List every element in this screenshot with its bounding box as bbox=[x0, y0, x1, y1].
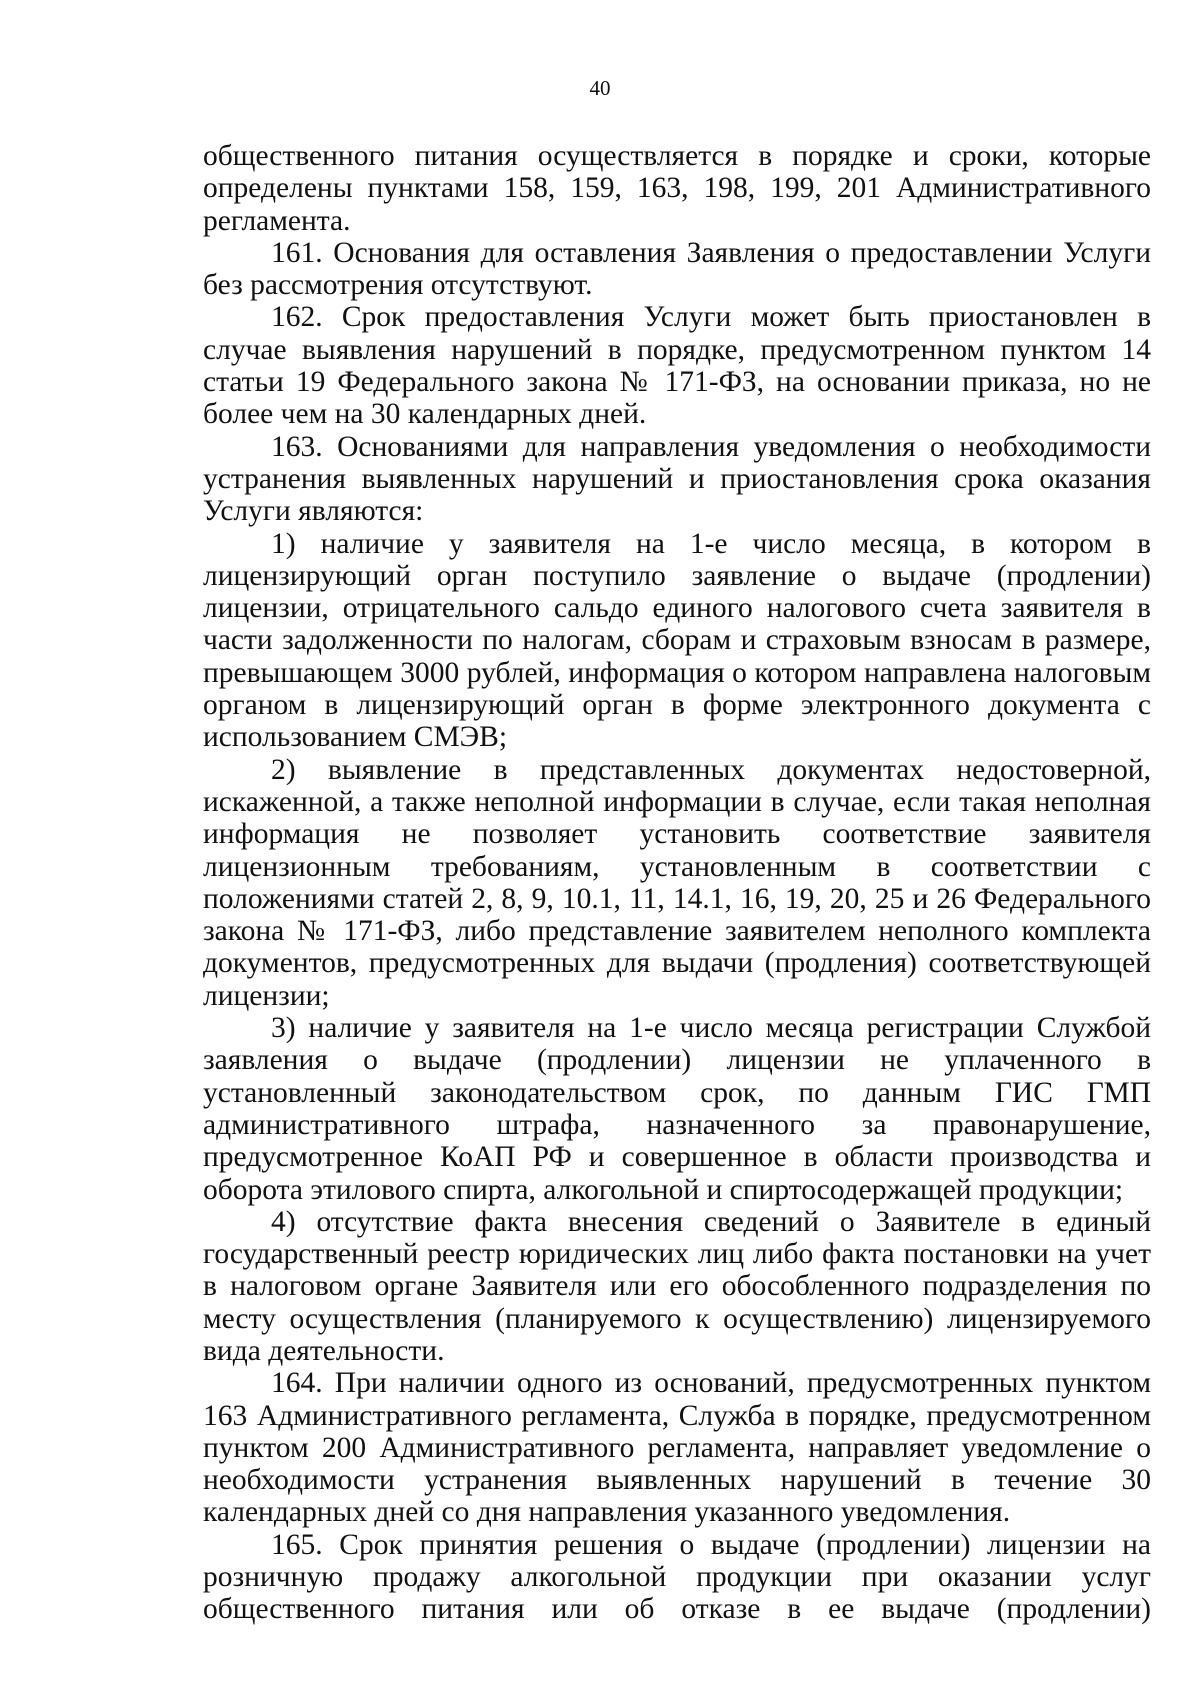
page-number: 40 bbox=[589, 76, 611, 100]
paragraph-163-item-3: 3) наличие у заявителя на 1-е число месяца регистрации Службой заявления о выдаче (продлении) лицензии не уплаченного в установленный законодательством срок, по данным ГИС ГМП административного штрафа, назначенного за правонарушение, предусмотренное КоАП РФ и совершенное в области производства и оборота этилового спирта, алкогольной и спиртосодержащей продукции; bbox=[203, 1012, 1151, 1206]
paragraph-continuation: общественного питания осуществляется в порядке и сроки, которые определены пунктами 158, 159, 163, 198, 199, 201 Административного регламента. bbox=[203, 140, 1151, 237]
paragraph-161: 161. Основания для оставления Заявления о предоставлении Услуги без рассмотрения отсутствуют. bbox=[203, 236, 1151, 302]
paragraph-162: 162. Срок предоставления Услуги может быть приостановлен в случае выявления нарушений в порядке, предусмотренном пунктом 14 статьи 19 Федерального закона № 171-ФЗ, на основании приказа, но не более чем на 30 календарных дней. bbox=[203, 301, 1151, 431]
paragraph-164: 164. При наличии одного из оснований, предусмотренных пунктом 163 Административного регламента, Служба в порядке, предусмотренном пунктом 200 Административного регламента, направляет уведомление о необходимости устранения выявленных нарушений в течение 30 календарных дней со дня направления указанного уведомления. bbox=[203, 1367, 1151, 1529]
paragraph-163-item-4: 4) отсутствие факта внесения сведений о Заявителе в единый государственный реестр юридических лиц либо факта постановки на учет в налоговом органе Заявителя или его обособленного подразделения по месту осуществления (планируемого к осуществлению) лицензируемого вида деятельности. bbox=[203, 1205, 1151, 1367]
paragraph-163: 163. Основаниями для направления уведомления о необходимости устранения выявленных нарушений и приостановления срока оказания Услуги являются: bbox=[203, 430, 1151, 528]
paragraph-163-item-1: 1) наличие у заявителя на 1-е число месяца, в котором в лицензирующий орган поступило заявление о выдаче (продлении) лицензии, отрицательного сальдо единого налогового счета заявителя в части задолженности по налогам, сборам и страховым взносам в размере, превышающем 3000 рублей, информация о котором направлена налоговым органом в лицензирующий орган в форме электронного документа с использованием СМЭВ; bbox=[203, 527, 1151, 754]
paragraph-163-item-2: 2) выявление в представленных документах недостоверной, искаженной, а также неполной информации в случае, если такая неполная информация не позволяет установить соответствие заявителя лицензионным требованиям, установленным в соответствии с положениями статей 2, 8, 9, 10.1, 11, 14.1, 16, 19, 20, 25 и 26 Федерального закона № 171-ФЗ, либо представление заявителем неполного комплекта документов, предусмотренных для выдачи (продления) соответствующей лицензии; bbox=[203, 753, 1151, 1012]
document-body bbox=[203, 140, 1151, 1626]
paragraph-165: 165. Срок принятия решения о выдаче (продлении) лицензии на розничную продажу алкогольной продукции при оказании услуг общественного питания или об отказе в ее выдаче (продлении) bbox=[203, 1528, 1151, 1626]
